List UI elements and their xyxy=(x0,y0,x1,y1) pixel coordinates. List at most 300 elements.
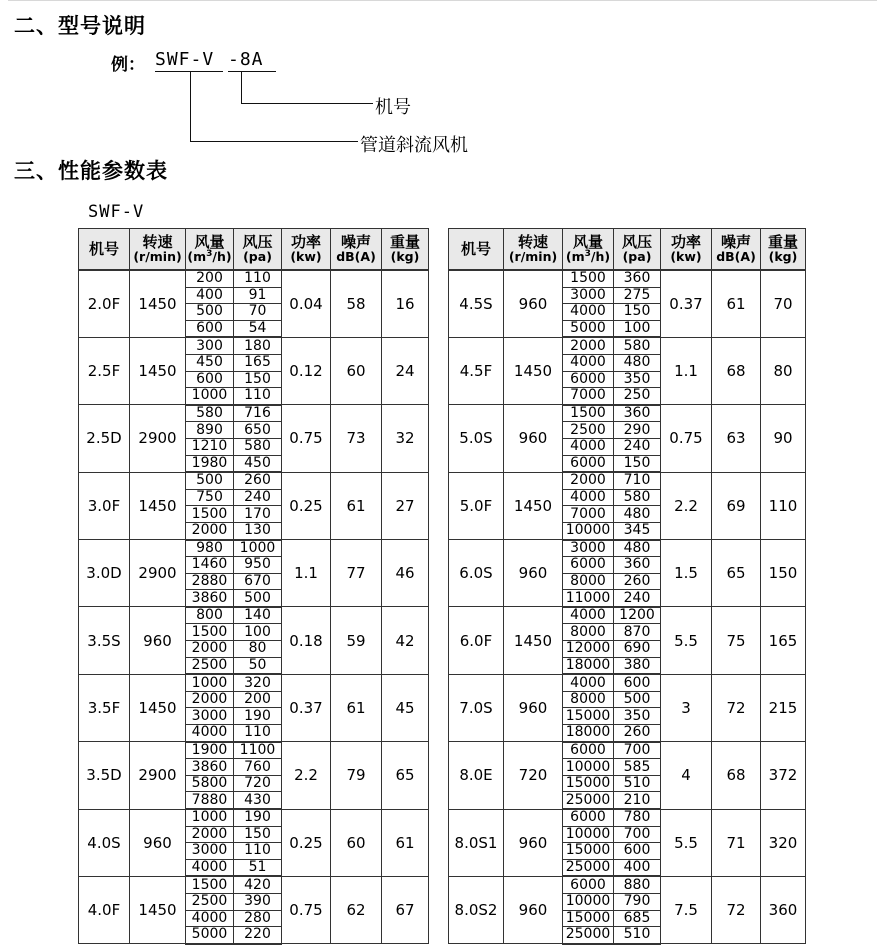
cell-power: 7.5 xyxy=(661,876,712,943)
table-row xyxy=(449,270,806,287)
cell-pressure: 110 xyxy=(234,388,282,405)
cell-noise: 60 xyxy=(331,809,382,876)
diagram-underline-size xyxy=(228,71,276,72)
cell-pressure: 600 xyxy=(614,843,661,860)
cell-pressure: 390 xyxy=(234,893,282,910)
header-speed-zh: 转速 xyxy=(517,233,548,252)
table-header-row xyxy=(79,229,429,271)
cell-speed: 2900 xyxy=(130,540,186,607)
cell-power: 0.37 xyxy=(282,674,331,741)
header-pressure-zh: 风压 xyxy=(242,233,273,252)
cell-weight: 150 xyxy=(761,540,806,607)
cell-model: 3.0D xyxy=(79,540,130,607)
cell-weight: 215 xyxy=(761,674,806,741)
cell-noise: 68 xyxy=(712,337,761,404)
cell-airflow: 1500 xyxy=(186,624,234,641)
cell-airflow: 7000 xyxy=(563,388,614,405)
cell-power: 1.5 xyxy=(661,540,712,607)
cell-power: 0.25 xyxy=(282,472,331,539)
table-row xyxy=(449,540,806,557)
cell-pressure: 710 xyxy=(614,472,661,489)
cell-airflow: 1500 xyxy=(186,876,234,893)
header-noise xyxy=(712,229,761,271)
cell-airflow: 1000 xyxy=(186,809,234,826)
table-body-left xyxy=(79,270,429,944)
cell-power: 0.75 xyxy=(282,876,331,943)
cell-airflow: 2000 xyxy=(186,522,234,539)
header-noise-zh: 噪声 xyxy=(340,233,371,252)
cell-weight: 165 xyxy=(761,607,806,674)
cell-power: 0.37 xyxy=(661,270,712,337)
cell-pressure: 700 xyxy=(614,742,661,759)
diagram-leader-horizontal-series xyxy=(190,141,358,142)
header-noise-unit: dB(A) xyxy=(336,249,376,265)
header-noise xyxy=(331,229,382,271)
header-pressure-unit: (pa) xyxy=(622,249,652,265)
cell-pressure: 510 xyxy=(614,927,661,944)
cell-airflow: 4000 xyxy=(563,304,614,321)
cell-pressure: 50 xyxy=(234,657,282,674)
cell-pressure: 580 xyxy=(234,438,282,455)
cell-pressure: 950 xyxy=(234,557,282,574)
cell-airflow: 1000 xyxy=(186,674,234,691)
cell-airflow: 1500 xyxy=(563,405,614,422)
cell-pressure: 345 xyxy=(614,522,661,539)
cell-pressure: 650 xyxy=(234,422,282,439)
cell-weight: 320 xyxy=(761,809,806,876)
cell-airflow: 3000 xyxy=(563,540,614,557)
cell-pressure: 480 xyxy=(614,506,661,523)
cell-weight: 45 xyxy=(382,674,429,741)
cell-airflow: 25000 xyxy=(563,859,614,876)
cell-airflow: 4000 xyxy=(186,910,234,927)
cell-airflow: 600 xyxy=(186,371,234,388)
cell-model: 2.5D xyxy=(79,405,130,472)
cell-model: 2.5F xyxy=(79,337,130,404)
cell-airflow: 18000 xyxy=(563,725,614,742)
header-airflow-unit: $(m^3/h)$ xyxy=(565,249,611,265)
cell-noise: 61 xyxy=(331,674,382,741)
table-row xyxy=(449,337,806,354)
cell-pressure: 54 xyxy=(234,320,282,337)
cell-airflow: 6000 xyxy=(563,455,614,472)
cell-weight: 372 xyxy=(761,742,806,809)
cell-airflow: 3000 xyxy=(186,708,234,725)
header-airflow xyxy=(563,229,614,271)
cell-model: 6.0F xyxy=(449,607,504,674)
cell-speed: 1450 xyxy=(130,337,186,404)
cell-airflow: 12000 xyxy=(563,641,614,658)
cell-airflow: 1500 xyxy=(186,506,234,523)
cell-airflow: 1900 xyxy=(186,742,234,759)
cell-airflow: 3860 xyxy=(186,759,234,776)
diagram-code-series: SWF-V xyxy=(155,49,215,70)
cell-pressure: 140 xyxy=(234,607,282,624)
cell-airflow: 1500 xyxy=(563,270,614,287)
cell-pressure: 420 xyxy=(234,876,282,893)
header-power xyxy=(661,229,712,271)
cell-weight: 27 xyxy=(382,472,429,539)
cell-pressure: 130 xyxy=(234,522,282,539)
table-row xyxy=(79,337,429,354)
cell-airflow: 1210 xyxy=(186,438,234,455)
cell-airflow: 750 xyxy=(186,489,234,506)
cell-pressure: 280 xyxy=(234,910,282,927)
cell-pressure: 220 xyxy=(234,927,282,944)
cell-pressure: 510 xyxy=(614,775,661,792)
cell-weight: 65 xyxy=(382,742,429,809)
cell-pressure: 165 xyxy=(234,354,282,371)
table-row xyxy=(449,472,806,489)
cell-noise: 58 xyxy=(331,270,382,337)
cell-airflow: 7000 xyxy=(563,506,614,523)
cell-model: 4.0S xyxy=(79,809,130,876)
cell-pressure: 110 xyxy=(234,270,282,287)
cell-speed: 960 xyxy=(504,809,563,876)
cell-airflow: 450 xyxy=(186,354,234,371)
cell-pressure: 150 xyxy=(614,304,661,321)
cell-power: 4 xyxy=(661,742,712,809)
cell-pressure: 670 xyxy=(234,573,282,590)
cell-pressure: 110 xyxy=(234,843,282,860)
cell-pressure: 690 xyxy=(614,641,661,658)
table-header-row xyxy=(449,229,806,271)
header-speed-unit: (r/min) xyxy=(133,249,182,265)
cell-airflow: 2000 xyxy=(563,337,614,354)
table-row xyxy=(79,674,429,691)
cell-noise: 69 xyxy=(712,472,761,539)
diagram-leader-horizontal-size xyxy=(241,103,373,104)
cell-airflow: 2500 xyxy=(186,657,234,674)
cell-model: 8.0S2 xyxy=(449,876,504,943)
diagram-example-label: 例： xyxy=(111,55,145,75)
cell-airflow: 2500 xyxy=(563,422,614,439)
cell-power: 0.75 xyxy=(661,405,712,472)
cell-weight: 16 xyxy=(382,270,429,337)
cell-pressure: 685 xyxy=(614,910,661,927)
cell-airflow: 8000 xyxy=(563,624,614,641)
cell-airflow: 300 xyxy=(186,337,234,354)
cell-pressure: 1100 xyxy=(234,742,282,759)
cell-speed: 960 xyxy=(130,809,186,876)
header-speed-zh: 转速 xyxy=(142,233,173,252)
model-code-diagram xyxy=(0,0,885,156)
cell-airflow: 10000 xyxy=(563,893,614,910)
header-pressure xyxy=(614,229,661,271)
cell-speed: 1450 xyxy=(130,270,186,337)
cell-pressure: 360 xyxy=(614,270,661,287)
cell-pressure: 200 xyxy=(234,691,282,708)
section-heading-perf-table: 三、性能参数表 xyxy=(14,159,168,183)
cell-weight: 67 xyxy=(382,876,429,943)
cell-speed: 2900 xyxy=(130,742,186,809)
cell-airflow: 500 xyxy=(186,472,234,489)
cell-airflow: 890 xyxy=(186,422,234,439)
cell-pressure: 150 xyxy=(614,455,661,472)
header-pressure-zh: 风压 xyxy=(621,233,652,252)
cell-airflow: 2000 xyxy=(186,641,234,658)
cell-airflow: 3000 xyxy=(563,287,614,304)
cell-pressure: 260 xyxy=(614,725,661,742)
header-power xyxy=(282,229,331,271)
cell-pressure: 150 xyxy=(234,371,282,388)
cell-power: 1.1 xyxy=(282,540,331,607)
cell-noise: 62 xyxy=(331,876,382,943)
cell-airflow: 1460 xyxy=(186,557,234,574)
table-row xyxy=(449,674,806,691)
cell-noise: 65 xyxy=(712,540,761,607)
cell-weight: 32 xyxy=(382,405,429,472)
header-model xyxy=(79,229,130,271)
cell-speed: 960 xyxy=(504,540,563,607)
cell-weight: 46 xyxy=(382,540,429,607)
cell-noise: 61 xyxy=(331,472,382,539)
cell-weight: 110 xyxy=(761,472,806,539)
cell-speed: 960 xyxy=(130,607,186,674)
header-speed xyxy=(130,229,186,271)
cell-speed: 960 xyxy=(504,674,563,741)
cell-model: 7.0S xyxy=(449,674,504,741)
cell-speed: 1450 xyxy=(130,674,186,741)
cell-airflow: 3000 xyxy=(186,843,234,860)
cell-model: 4.5F xyxy=(449,337,504,404)
cell-pressure: 210 xyxy=(614,792,661,809)
cell-noise: 59 xyxy=(331,607,382,674)
cell-model: 3.0F xyxy=(79,472,130,539)
table-row xyxy=(79,270,429,287)
cell-airflow: 980 xyxy=(186,540,234,557)
cell-pressure: 716 xyxy=(234,405,282,422)
cell-pressure: 240 xyxy=(614,438,661,455)
table-row xyxy=(449,809,806,826)
cell-airflow: 1000 xyxy=(186,388,234,405)
cell-power: 0.04 xyxy=(282,270,331,337)
table-row xyxy=(79,742,429,759)
cell-airflow: 10000 xyxy=(563,759,614,776)
cell-airflow: 400 xyxy=(186,287,234,304)
table-row xyxy=(449,876,806,893)
cell-pressure: 110 xyxy=(234,725,282,742)
cell-pressure: 380 xyxy=(614,657,661,674)
cell-pressure: 600 xyxy=(614,674,661,691)
cell-airflow: 2000 xyxy=(563,472,614,489)
cell-model: 8.0E xyxy=(449,742,504,809)
diagram-leader-vertical-series xyxy=(190,71,191,142)
header-noise-zh: 噪声 xyxy=(720,233,751,252)
cell-model: 3.5S xyxy=(79,607,130,674)
cell-model: 4.0F xyxy=(79,876,130,943)
cell-pressure: 780 xyxy=(614,809,661,826)
header-power-zh: 功率 xyxy=(670,233,701,252)
cell-model: 5.0F xyxy=(449,472,504,539)
cell-airflow: 8000 xyxy=(563,691,614,708)
cell-airflow: 8000 xyxy=(563,573,614,590)
cell-airflow: 500 xyxy=(186,304,234,321)
header-power-unit: (kw) xyxy=(670,249,702,265)
cell-pressure: 180 xyxy=(234,337,282,354)
cell-pressure: 260 xyxy=(614,573,661,590)
cell-speed: 960 xyxy=(504,876,563,943)
performance-table-right xyxy=(448,228,806,945)
cell-airflow: 2000 xyxy=(186,826,234,843)
header-weight-unit: (kg) xyxy=(768,249,798,265)
table-series-name: SWF-V xyxy=(88,202,145,222)
cell-airflow: 11000 xyxy=(563,590,614,607)
header-power-unit: (kw) xyxy=(290,249,322,265)
cell-pressure: 240 xyxy=(614,590,661,607)
cell-noise: 60 xyxy=(331,337,382,404)
cell-airflow: 15000 xyxy=(563,843,614,860)
cell-pressure: 350 xyxy=(614,371,661,388)
cell-pressure: 250 xyxy=(614,388,661,405)
cell-airflow: 5800 xyxy=(186,775,234,792)
cell-airflow: 4000 xyxy=(563,607,614,624)
cell-weight: 61 xyxy=(382,809,429,876)
cell-pressure: 91 xyxy=(234,287,282,304)
cell-speed: 1450 xyxy=(504,337,563,404)
cell-airflow: 2880 xyxy=(186,573,234,590)
cell-noise: 61 xyxy=(712,270,761,337)
header-speed xyxy=(504,229,563,271)
cell-airflow: 15000 xyxy=(563,775,614,792)
cell-noise: 73 xyxy=(331,405,382,472)
header-airflow-zh: 风量 xyxy=(194,233,225,252)
cell-airflow: 2500 xyxy=(186,893,234,910)
cell-model: 3.5F xyxy=(79,674,130,741)
cell-speed: 1450 xyxy=(504,472,563,539)
cell-power: 5.5 xyxy=(661,809,712,876)
header-noise-unit: dB(A) xyxy=(716,249,756,265)
cell-airflow: 6000 xyxy=(563,557,614,574)
cell-pressure: 580 xyxy=(614,489,661,506)
cell-speed: 1450 xyxy=(130,472,186,539)
cell-noise: 77 xyxy=(331,540,382,607)
header-power-zh: 功率 xyxy=(290,233,321,252)
cell-weight: 80 xyxy=(761,337,806,404)
cell-pressure: 100 xyxy=(614,320,661,337)
table-row xyxy=(79,809,429,826)
cell-pressure: 190 xyxy=(234,708,282,725)
table-row xyxy=(79,876,429,893)
cell-speed: 720 xyxy=(504,742,563,809)
cell-airflow: 5000 xyxy=(186,927,234,944)
cell-pressure: 760 xyxy=(234,759,282,776)
cell-power: 0.75 xyxy=(282,405,331,472)
cell-airflow: 7880 xyxy=(186,792,234,809)
cell-power: 0.18 xyxy=(282,607,331,674)
cell-airflow: 4000 xyxy=(563,438,614,455)
table-row xyxy=(79,607,429,624)
cell-speed: 1450 xyxy=(504,607,563,674)
cell-power: 1.1 xyxy=(661,337,712,404)
cell-power: 2.2 xyxy=(282,742,331,809)
cell-pressure: 350 xyxy=(614,708,661,725)
cell-airflow: 15000 xyxy=(563,910,614,927)
cell-model: 6.0S xyxy=(449,540,504,607)
performance-table-left xyxy=(78,228,429,945)
header-weight xyxy=(382,229,429,271)
header-airflow xyxy=(186,229,234,271)
header-airflow-zh: 风量 xyxy=(572,233,603,252)
diagram-underline-series xyxy=(155,71,223,72)
cell-airflow: 2000 xyxy=(186,691,234,708)
cell-pressure: 100 xyxy=(234,624,282,641)
cell-weight: 360 xyxy=(761,876,806,943)
cell-model: 3.5D xyxy=(79,742,130,809)
cell-noise: 71 xyxy=(712,809,761,876)
header-model-zh: 机号 xyxy=(88,239,119,258)
cell-pressure: 190 xyxy=(234,809,282,826)
cell-pressure: 790 xyxy=(614,893,661,910)
table-row xyxy=(449,742,806,759)
cell-pressure: 580 xyxy=(614,337,661,354)
cell-power: 2.2 xyxy=(661,472,712,539)
cell-airflow: 6000 xyxy=(563,876,614,893)
cell-pressure: 360 xyxy=(614,557,661,574)
cell-airflow: 25000 xyxy=(563,927,614,944)
cell-speed: 1450 xyxy=(130,876,186,943)
table-row xyxy=(79,472,429,489)
table-row xyxy=(449,405,806,422)
cell-noise: 75 xyxy=(712,607,761,674)
diagram-callout-machine-number: 机号 xyxy=(375,97,411,118)
cell-power: 3 xyxy=(661,674,712,741)
cell-airflow: 4000 xyxy=(563,354,614,371)
cell-pressure: 585 xyxy=(614,759,661,776)
cell-weight: 42 xyxy=(382,607,429,674)
diagram-code-size: -8A xyxy=(228,49,264,70)
cell-pressure: 170 xyxy=(234,506,282,523)
header-weight-zh: 重量 xyxy=(767,233,798,252)
section-heading-model-spec: 二、型号说明 xyxy=(14,14,146,38)
cell-pressure: 880 xyxy=(614,876,661,893)
cell-pressure: 450 xyxy=(234,455,282,472)
cell-airflow: 4000 xyxy=(563,489,614,506)
cell-pressure: 480 xyxy=(614,354,661,371)
header-airflow-unit: $(m^3/h)$ xyxy=(187,249,232,265)
cell-noise: 72 xyxy=(712,674,761,741)
cell-model: 2.0F xyxy=(79,270,130,337)
table-body-right xyxy=(449,270,806,944)
cell-pressure: 1200 xyxy=(614,607,661,624)
cell-power: 0.12 xyxy=(282,337,331,404)
cell-airflow: 6000 xyxy=(563,371,614,388)
cell-power: 5.5 xyxy=(661,607,712,674)
cell-pressure: 320 xyxy=(234,674,282,691)
cell-pressure: 1000 xyxy=(234,540,282,557)
cell-model: 8.0S1 xyxy=(449,809,504,876)
table-row xyxy=(449,607,806,624)
header-speed-unit: (r/min) xyxy=(508,249,558,265)
cell-airflow: 800 xyxy=(186,607,234,624)
header-weight-zh: 重量 xyxy=(389,233,420,252)
cell-airflow: 10000 xyxy=(563,826,614,843)
cell-model: 4.5S xyxy=(449,270,504,337)
cell-pressure: 290 xyxy=(614,422,661,439)
cell-pressure: 430 xyxy=(234,792,282,809)
cell-airflow: 15000 xyxy=(563,708,614,725)
cell-pressure: 870 xyxy=(614,624,661,641)
cell-weight: 70 xyxy=(761,270,806,337)
cell-pressure: 500 xyxy=(234,590,282,607)
cell-airflow: 3860 xyxy=(186,590,234,607)
header-weight-unit: (kg) xyxy=(390,249,420,265)
cell-weight: 90 xyxy=(761,405,806,472)
cell-airflow: 4000 xyxy=(186,725,234,742)
cell-pressure: 51 xyxy=(234,859,282,876)
cell-noise: 79 xyxy=(331,742,382,809)
cell-weight: 24 xyxy=(382,337,429,404)
